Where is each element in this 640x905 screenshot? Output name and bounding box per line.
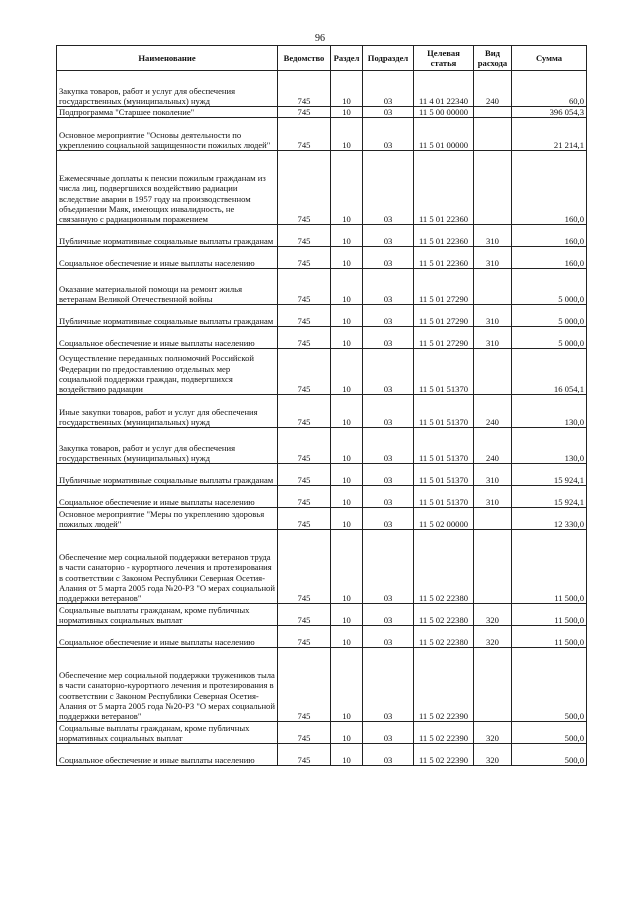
cell-target: 11 5 01 00000 xyxy=(414,118,474,151)
table-row xyxy=(57,107,587,118)
cell-sum: 11 500,0 xyxy=(512,530,587,604)
table-row xyxy=(57,464,587,486)
cell-target: 11 5 01 27290 xyxy=(414,269,474,305)
cell-target: 11 5 02 22380 xyxy=(414,604,474,626)
cell-subsection: 03 xyxy=(363,464,414,486)
table-row xyxy=(57,305,587,327)
cell-target: 11 5 01 51370 xyxy=(414,486,474,508)
cell-dept: 745 xyxy=(278,428,331,464)
cell-exp-type: 310 xyxy=(474,305,512,327)
table-row xyxy=(57,486,587,508)
page-number: 96 xyxy=(315,33,325,44)
cell-sum: 500,0 xyxy=(512,648,587,722)
cell-name: Основное мероприятие "Основы деятельности по укреплению социальной защищенности пожилых людей" xyxy=(57,118,278,151)
cell-section: 10 xyxy=(331,722,363,744)
cell-target: 11 5 01 51370 xyxy=(414,349,474,395)
cell-name: Социальное обеспечение и иные выплаты населению xyxy=(57,327,278,349)
cell-sum: 11 500,0 xyxy=(512,604,587,626)
cell-target: 11 5 02 22390 xyxy=(414,722,474,744)
header-dept: Ведомство xyxy=(278,46,331,71)
cell-name: Осуществление переданных полномочий Российской Федерации по предоставлению отдельных мер социальной поддержки граждан, подвергшихся воздействию радиации xyxy=(57,349,278,395)
table-row xyxy=(57,349,587,395)
cell-subsection: 03 xyxy=(363,722,414,744)
cell-exp-type: 240 xyxy=(474,71,512,107)
cell-sum: 500,0 xyxy=(512,744,587,766)
cell-name: Подпрограмма "Старшее поколение" xyxy=(57,107,278,118)
cell-target: 11 5 01 22360 xyxy=(414,247,474,269)
cell-name: Основное мероприятие "Меры по укреплению здоровья пожилых людей" xyxy=(57,508,278,530)
cell-dept: 745 xyxy=(278,395,331,428)
cell-section: 10 xyxy=(331,626,363,648)
cell-subsection: 03 xyxy=(363,486,414,508)
header-exp-type: Вид расхода xyxy=(474,46,512,71)
cell-target: 11 5 02 22390 xyxy=(414,648,474,722)
cell-sum: 15 924,1 xyxy=(512,464,587,486)
cell-section: 10 xyxy=(331,225,363,247)
cell-section: 10 xyxy=(331,428,363,464)
cell-sum: 160,0 xyxy=(512,247,587,269)
cell-subsection: 03 xyxy=(363,604,414,626)
cell-section: 10 xyxy=(331,118,363,151)
header-name: Наименование xyxy=(57,46,278,71)
cell-exp-type: 310 xyxy=(474,327,512,349)
cell-exp-type xyxy=(474,530,512,604)
table-row xyxy=(57,530,587,604)
table-row xyxy=(57,225,587,247)
cell-name: Социальные выплаты гражданам, кроме публичных нормативных социальных выплат xyxy=(57,722,278,744)
cell-subsection: 03 xyxy=(363,247,414,269)
header-sum: Сумма xyxy=(512,46,587,71)
cell-target: 11 5 01 27290 xyxy=(414,305,474,327)
cell-target: 11 5 02 22380 xyxy=(414,626,474,648)
cell-section: 10 xyxy=(331,486,363,508)
cell-target: 11 5 01 51370 xyxy=(414,428,474,464)
cell-subsection: 03 xyxy=(363,151,414,225)
cell-exp-type xyxy=(474,151,512,225)
cell-dept: 745 xyxy=(278,118,331,151)
cell-section: 10 xyxy=(331,744,363,766)
cell-sum: 11 500,0 xyxy=(512,626,587,648)
cell-sum: 130,0 xyxy=(512,395,587,428)
cell-sum: 5 000,0 xyxy=(512,269,587,305)
cell-dept: 745 xyxy=(278,464,331,486)
cell-section: 10 xyxy=(331,269,363,305)
cell-dept: 745 xyxy=(278,722,331,744)
cell-exp-type xyxy=(474,107,512,118)
table-row xyxy=(57,508,587,530)
cell-name: Иные закупки товаров, работ и услуг для обеспечения государственных (муниципальных) нужд xyxy=(57,395,278,428)
header-subsection: Подраздел xyxy=(363,46,414,71)
cell-name: Публичные нормативные социальные выплаты гражданам xyxy=(57,464,278,486)
cell-subsection: 03 xyxy=(363,71,414,107)
cell-section: 10 xyxy=(331,604,363,626)
cell-section: 10 xyxy=(331,464,363,486)
cell-exp-type xyxy=(474,349,512,395)
cell-section: 10 xyxy=(331,247,363,269)
table-row xyxy=(57,118,587,151)
cell-exp-type: 240 xyxy=(474,395,512,428)
cell-target: 11 5 01 51370 xyxy=(414,464,474,486)
cell-subsection: 03 xyxy=(363,395,414,428)
cell-exp-type xyxy=(474,118,512,151)
cell-dept: 745 xyxy=(278,604,331,626)
cell-subsection: 03 xyxy=(363,305,414,327)
cell-name: Оказание материальной помощи на ремонт жилья ветеранам Великой Отечественной войны xyxy=(57,269,278,305)
cell-sum: 16 054,1 xyxy=(512,349,587,395)
table-row xyxy=(57,247,587,269)
cell-name: Социальное обеспечение и иные выплаты населению xyxy=(57,744,278,766)
cell-target: 11 5 02 22380 xyxy=(414,530,474,604)
cell-dept: 745 xyxy=(278,530,331,604)
cell-subsection: 03 xyxy=(363,118,414,151)
cell-sum: 12 330,0 xyxy=(512,508,587,530)
table-row xyxy=(57,604,587,626)
cell-exp-type: 320 xyxy=(474,744,512,766)
cell-sum: 21 214,1 xyxy=(512,118,587,151)
cell-name: Обеспечение мер социальной поддержки ветеранов труда в части санаторно - курортного лечения и протезирования в соответствии с Законом Республики Северная Осетия-Алания от 5 марта 2005 года №20-РЗ "О мерах социальной поддержки ветеранов" xyxy=(57,530,278,604)
cell-dept: 745 xyxy=(278,648,331,722)
cell-dept: 745 xyxy=(278,71,331,107)
cell-dept: 745 xyxy=(278,305,331,327)
cell-section: 10 xyxy=(331,349,363,395)
cell-subsection: 03 xyxy=(363,626,414,648)
cell-subsection: 03 xyxy=(363,327,414,349)
cell-section: 10 xyxy=(331,327,363,349)
cell-name: Социальное обеспечение и иные выплаты населению xyxy=(57,247,278,269)
table-row xyxy=(57,722,587,744)
cell-exp-type xyxy=(474,648,512,722)
cell-exp-type xyxy=(474,508,512,530)
cell-dept: 745 xyxy=(278,225,331,247)
cell-target: 11 5 02 22390 xyxy=(414,744,474,766)
cell-exp-type: 320 xyxy=(474,626,512,648)
cell-sum: 396 054,3 xyxy=(512,107,587,118)
cell-name: Публичные нормативные социальные выплаты гражданам xyxy=(57,225,278,247)
cell-sum: 130,0 xyxy=(512,428,587,464)
cell-sum: 60,0 xyxy=(512,71,587,107)
cell-dept: 745 xyxy=(278,107,331,118)
table-row xyxy=(57,269,587,305)
cell-target: 11 5 01 22360 xyxy=(414,151,474,225)
table-row xyxy=(57,71,587,107)
table-row xyxy=(57,626,587,648)
table-row xyxy=(57,395,587,428)
cell-name: Ежемесячные доплаты к пенсии пожилым гражданам из числа лиц, подвергшихся воздействию радиации вследствие аварии в 1957 году на производственном объединении Маяк, имеющих инвалидность, не связанную с радиационным поражением xyxy=(57,151,278,225)
cell-subsection: 03 xyxy=(363,225,414,247)
cell-section: 10 xyxy=(331,530,363,604)
cell-section: 10 xyxy=(331,508,363,530)
cell-target: 11 4 01 22340 xyxy=(414,71,474,107)
cell-subsection: 03 xyxy=(363,744,414,766)
cell-subsection: 03 xyxy=(363,107,414,118)
cell-subsection: 03 xyxy=(363,349,414,395)
cell-name: Публичные нормативные социальные выплаты гражданам xyxy=(57,305,278,327)
cell-name: Закупка товаров, работ и услуг для обеспечения государственных (муниципальных) нужд xyxy=(57,428,278,464)
cell-sum: 500,0 xyxy=(512,722,587,744)
cell-target: 11 5 01 27290 xyxy=(414,327,474,349)
cell-sum: 15 924,1 xyxy=(512,486,587,508)
table-row xyxy=(57,648,587,722)
cell-section: 10 xyxy=(331,395,363,428)
cell-dept: 745 xyxy=(278,744,331,766)
cell-subsection: 03 xyxy=(363,508,414,530)
cell-target: 11 5 01 22360 xyxy=(414,225,474,247)
cell-section: 10 xyxy=(331,71,363,107)
header-target: Целевая статья xyxy=(414,46,474,71)
cell-target: 11 5 02 00000 xyxy=(414,508,474,530)
header-section: Раздел xyxy=(331,46,363,71)
cell-section: 10 xyxy=(331,151,363,225)
table-row xyxy=(57,428,587,464)
cell-dept: 745 xyxy=(278,327,331,349)
cell-sum: 5 000,0 xyxy=(512,305,587,327)
cell-dept: 745 xyxy=(278,151,331,225)
table-row xyxy=(57,151,587,225)
table-row xyxy=(57,327,587,349)
cell-exp-type: 320 xyxy=(474,722,512,744)
cell-name: Социальные выплаты гражданам, кроме публичных нормативных социальных выплат xyxy=(57,604,278,626)
cell-subsection: 03 xyxy=(363,648,414,722)
cell-subsection: 03 xyxy=(363,530,414,604)
cell-dept: 745 xyxy=(278,486,331,508)
cell-exp-type: 320 xyxy=(474,604,512,626)
cell-subsection: 03 xyxy=(363,269,414,305)
cell-exp-type xyxy=(474,269,512,305)
cell-sum: 160,0 xyxy=(512,151,587,225)
cell-sum: 5 000,0 xyxy=(512,327,587,349)
cell-exp-type: 310 xyxy=(474,486,512,508)
cell-target: 11 5 00 00000 xyxy=(414,107,474,118)
cell-dept: 745 xyxy=(278,626,331,648)
cell-name: Обеспечение мер социальной поддержки тружеников тыла в части санаторно-курортного лечения и протезирования в соответствии с Законом Республики Северная Осетия-Алания от 5 марта 2005 года №20-РЗ "О мерах социальной поддержки ветеранов" xyxy=(57,648,278,722)
cell-sum: 160,0 xyxy=(512,225,587,247)
cell-name: Социальное обеспечение и иные выплаты населению xyxy=(57,626,278,648)
cell-dept: 745 xyxy=(278,508,331,530)
cell-exp-type: 240 xyxy=(474,428,512,464)
cell-section: 10 xyxy=(331,305,363,327)
cell-exp-type: 310 xyxy=(474,464,512,486)
cell-exp-type: 310 xyxy=(474,247,512,269)
cell-target: 11 5 01 51370 xyxy=(414,395,474,428)
cell-dept: 745 xyxy=(278,247,331,269)
cell-name: Закупка товаров, работ и услуг для обеспечения государственных (муниципальных) нужд xyxy=(57,71,278,107)
cell-section: 10 xyxy=(331,648,363,722)
cell-subsection: 03 xyxy=(363,428,414,464)
cell-name: Социальное обеспечение и иные выплаты населению xyxy=(57,486,278,508)
table-header-row xyxy=(57,46,587,71)
table-body xyxy=(57,71,587,766)
cell-section: 10 xyxy=(331,107,363,118)
cell-exp-type: 310 xyxy=(474,225,512,247)
cell-dept: 745 xyxy=(278,349,331,395)
table-row xyxy=(57,744,587,766)
cell-dept: 745 xyxy=(278,269,331,305)
budget-table xyxy=(56,45,587,766)
